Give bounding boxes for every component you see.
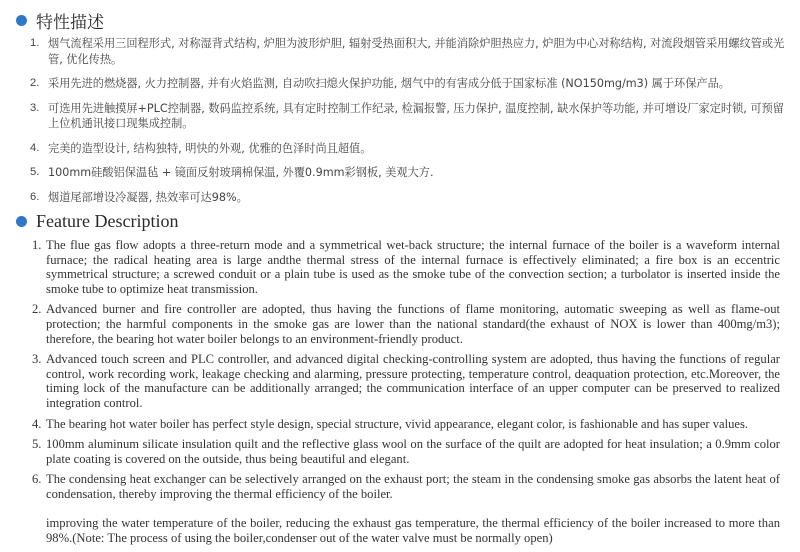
cn-list-item xyxy=(30,101,790,132)
en-item-text: Advanced burner and fire controller are adopted, thus having the functions of flame monitoring, automatic sweeping as well as flame-out protection; the harmful components in the smoke gas are lower than the national standard(the exhaust of NOX is lower than 400mg/m3); therefore, the bearing hot water boiler belongs to an environment-friendly product. xyxy=(46,302,780,346)
en-item-number: 5. xyxy=(32,437,42,452)
cn-item-text: 烟道尾部增设冷凝器, 热效率可达98%。 xyxy=(48,190,248,204)
en-list-item xyxy=(32,352,780,410)
en-list-item xyxy=(32,437,780,466)
cn-item-number: 1. xyxy=(30,37,40,49)
cn-item-text: 可选用先进触摸屏+PLC控制器, 数码监控系统, 具有定时控制工作纪录, 检漏报警, 压力保护, 温度控制, 缺水保护等功能, 并可增设厂家定时锁, 可预留上位机通讯接口现集成控制。 xyxy=(48,101,784,130)
en-item-text: The condensing heat exchanger can be selectively arranged on the exhaust port; the steam in the condensing smoke gas absorbs the latent heat of condensation, thereby improving the thermal efficiency of the boiler. xyxy=(46,472,780,501)
cn-list-item xyxy=(30,190,790,206)
cn-item-text: 100mm硅酸铝保温毡 + 镜面反射玻璃棉保温, 外覆0.9mm彩钢板, 美观大方. xyxy=(48,166,434,179)
cn-item-number: 3. xyxy=(30,101,40,114)
cn-item-number: 4. xyxy=(30,141,40,154)
en-item-text: The flue gas flow adopts a three-return mode and a symmetrical wet-back structure; the internal furnace of the boiler is a waveform internal furnace; the radical heating area is large andthe thermal stress of the internal furnace is effectively eliminated; a fire box is an eccentric symmetrical structure; a screwed conduit or a plain tube is used as the smoke tube of the convection section; a turbolator is inserted inside the smoke tube to optimize heat transmission. xyxy=(46,238,780,296)
en-list-item xyxy=(32,302,780,346)
en-item-number: 1. xyxy=(32,238,42,252)
en-item-number: 2. xyxy=(32,302,42,317)
en-item-number: 4. xyxy=(32,416,42,431)
cn-section-title: 特性描述 xyxy=(36,13,104,33)
cn-item-text: 完美的造型设计, 结构独特, 明快的外观, 优雅的色泽时尚且超值。 xyxy=(48,141,372,155)
en-section-title: Feature Description xyxy=(36,211,179,231)
en-item-number: 3. xyxy=(32,352,42,367)
heading-bullet-icon xyxy=(16,216,27,227)
en-item-text: 100mm aluminum silicate insulation quilt and the reflective glass wool on the surface of the quilt are adopted for heat insulation; a 0.9mm color plate coating is covered on the outside, thus being beautiful and elegant. xyxy=(46,437,780,466)
cn-item-text: 烟气流程采用三回程形式, 对称湿背式结构, 炉胆为波形炉胆, 辐射受热面积大, 并能消除炉胆热应力, 炉胆为中心对称结构, 对流段烟管采用螺纹管或光管, 优化传热。 xyxy=(48,37,785,66)
cn-list-item xyxy=(30,36,790,67)
cn-item-number: 6. xyxy=(30,190,40,203)
en-item-text: The bearing hot water boiler has perfect style design, special structure, vivid appearance, elegant color, is fashionable and has super values. xyxy=(46,416,749,431)
en-list-item xyxy=(32,238,780,296)
cn-item-text: 采用先进的燃烧器, 火力控制器, 并有火焰监测, 自动吹扫熄火保护功能, 烟气中的有害成分低于国家标准 (NO150mg/m3) 属于环保产品。 xyxy=(48,77,730,90)
overflow-text-block: improving the water temperature of the boiler, reducing the exhaust gas temperature, the thermal efficiency of the boiler increased to more than 98%.(Note: The process of using the boiler,condenser out of the water valve must be normally open) xyxy=(46,516,780,545)
cn-list-item xyxy=(30,76,790,92)
cn-feature-list xyxy=(30,36,790,214)
en-list-item xyxy=(32,417,780,432)
cn-item-number: 5. xyxy=(30,166,40,178)
heading-bullet-icon xyxy=(16,15,27,26)
cn-list-item xyxy=(30,165,790,181)
cn-list-item xyxy=(30,141,790,157)
en-list-item xyxy=(32,472,780,501)
cn-section-heading xyxy=(16,8,104,33)
en-section-heading xyxy=(16,211,178,232)
cn-item-number: 2. xyxy=(30,77,40,89)
en-item-number: 6. xyxy=(32,472,42,487)
en-item-text: Advanced touch screen and PLC controller, and advanced digital checking-controlling system are adopted, thus having the functions of regular control, work recording work, leakage checking and alarming, pressure protecting, temperature control, deaquation protection, etc.Moreover, the timing lock of the manufacture can be additionally arranged; the communication interface of an upper computer can be preserved to realized integration control. xyxy=(46,352,780,410)
en-feature-list xyxy=(32,238,780,508)
